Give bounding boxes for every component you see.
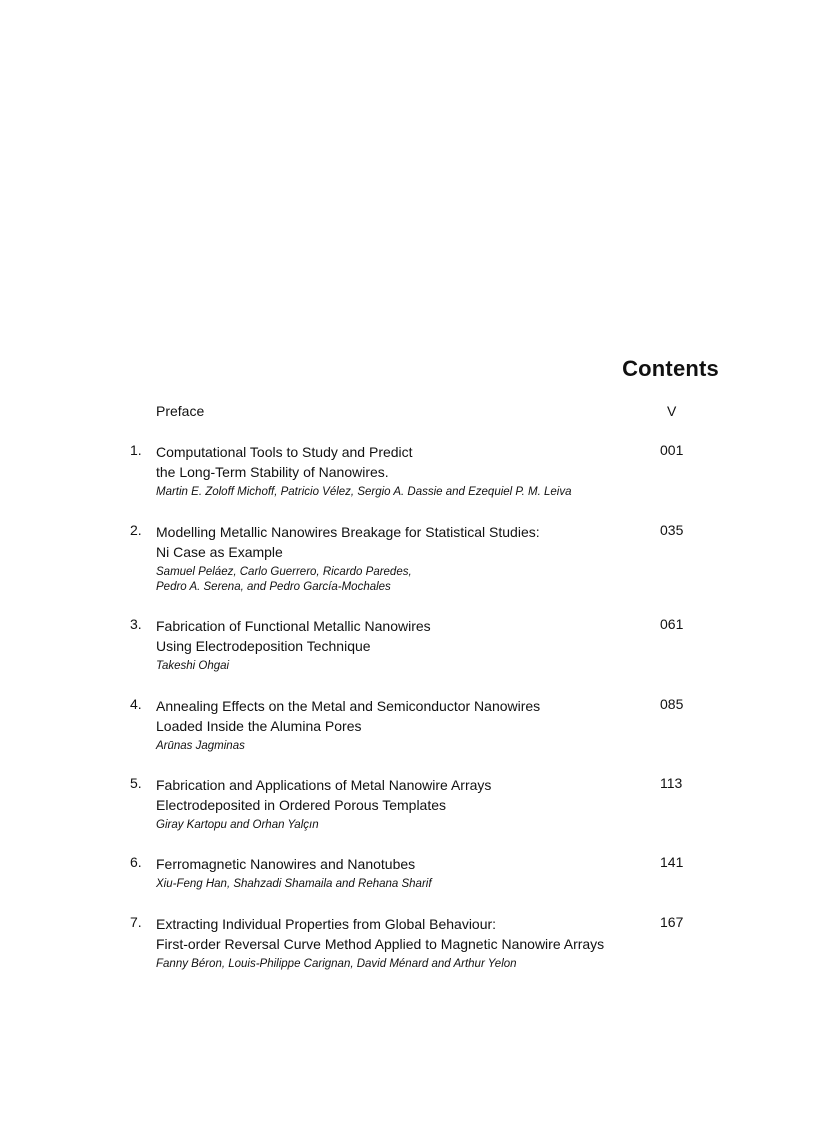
- entry-authors: Pedro A. Serena, and Pedro García-Mochales: [156, 580, 391, 593]
- entry-page-number: 061: [660, 616, 684, 632]
- entry-title-line: Fabrication and Applications of Metal Nanowire Arrays: [156, 777, 492, 793]
- entry-page-number: 001: [660, 442, 684, 458]
- entry-title-line: Ferromagnetic Nanowires and Nanotubes: [156, 856, 416, 872]
- entry-authors: Samuel Peláez, Carlo Guerrero, Ricardo Paredes,: [156, 566, 412, 578]
- page-title: Contents: [622, 356, 719, 381]
- entry-authors: Xiu-Feng Han, Shahzadi Shamaila and Rehana Sharif: [156, 878, 432, 890]
- entry-page-number: 141: [660, 854, 684, 870]
- entry-number: 1.: [130, 442, 142, 458]
- entry-title-line: Ni Case as Example: [156, 544, 283, 560]
- entry-title-line: Using Electrodeposition Technique: [156, 638, 371, 654]
- entry-page-number: 035: [660, 522, 684, 538]
- toc-entry-6[interactable]: [130, 854, 690, 892]
- entry-title-line: First-order Reversal Curve Method Applied to Magnetic Nanowire Arrays: [156, 936, 605, 952]
- toc-entry-7[interactable]: [130, 914, 690, 972]
- entry-number: 7.: [130, 914, 142, 930]
- entry-authors: Takeshi Ohgai: [156, 660, 230, 672]
- toc-entry-3[interactable]: [130, 616, 690, 674]
- entry-page-number: 085: [660, 696, 684, 712]
- entry-page-number: 167: [660, 914, 684, 930]
- toc-entry-2[interactable]: [130, 522, 690, 594]
- entry-title-line: Annealing Effects on the Metal and Semiconductor Nanowires: [156, 698, 541, 714]
- preface-page-number: V: [667, 403, 677, 419]
- entry-number: 5.: [130, 775, 142, 791]
- entry-authors: Martin E. Zoloff Michoff, Patricio Vélez, Sergio A. Dassie and Ezequiel P. M. Leiva: [156, 486, 572, 498]
- entry-number: 6.: [130, 854, 142, 870]
- entry-title-line: Extracting Individual Properties from Global Behaviour:: [156, 916, 497, 932]
- entry-authors: Arūnas Jagminas: [156, 740, 245, 752]
- entry-number: 2.: [130, 522, 142, 538]
- entry-title-line: Loaded Inside the Alumina Pores: [156, 718, 362, 734]
- entry-number: 3.: [130, 616, 142, 632]
- entry-number: 4.: [130, 696, 142, 712]
- toc-entry-1[interactable]: [130, 442, 690, 500]
- entry-title-line: Electrodeposited in Ordered Porous Templates: [156, 797, 447, 813]
- toc-preface[interactable]: [156, 403, 686, 419]
- entry-title-line: the Long-Term Stability of Nanowires.: [156, 464, 389, 480]
- entry-title-line: Fabrication of Functional Metallic Nanowires: [156, 618, 431, 634]
- entry-page-number: 113: [660, 775, 683, 791]
- preface-label: Preface: [156, 403, 205, 419]
- toc-entry-5[interactable]: [130, 775, 690, 833]
- toc-entry-4[interactable]: [130, 696, 690, 754]
- entry-authors: Fanny Béron, Louis-Philippe Carignan, David Ménard and Arthur Yelon: [156, 958, 517, 970]
- entry-authors: Giray Kartopu and Orhan Yalçın: [156, 819, 319, 831]
- entry-title-line: Modelling Metallic Nanowires Breakage for Statistical Studies:: [156, 524, 540, 540]
- entry-title-line: Computational Tools to Study and Predict: [156, 444, 413, 460]
